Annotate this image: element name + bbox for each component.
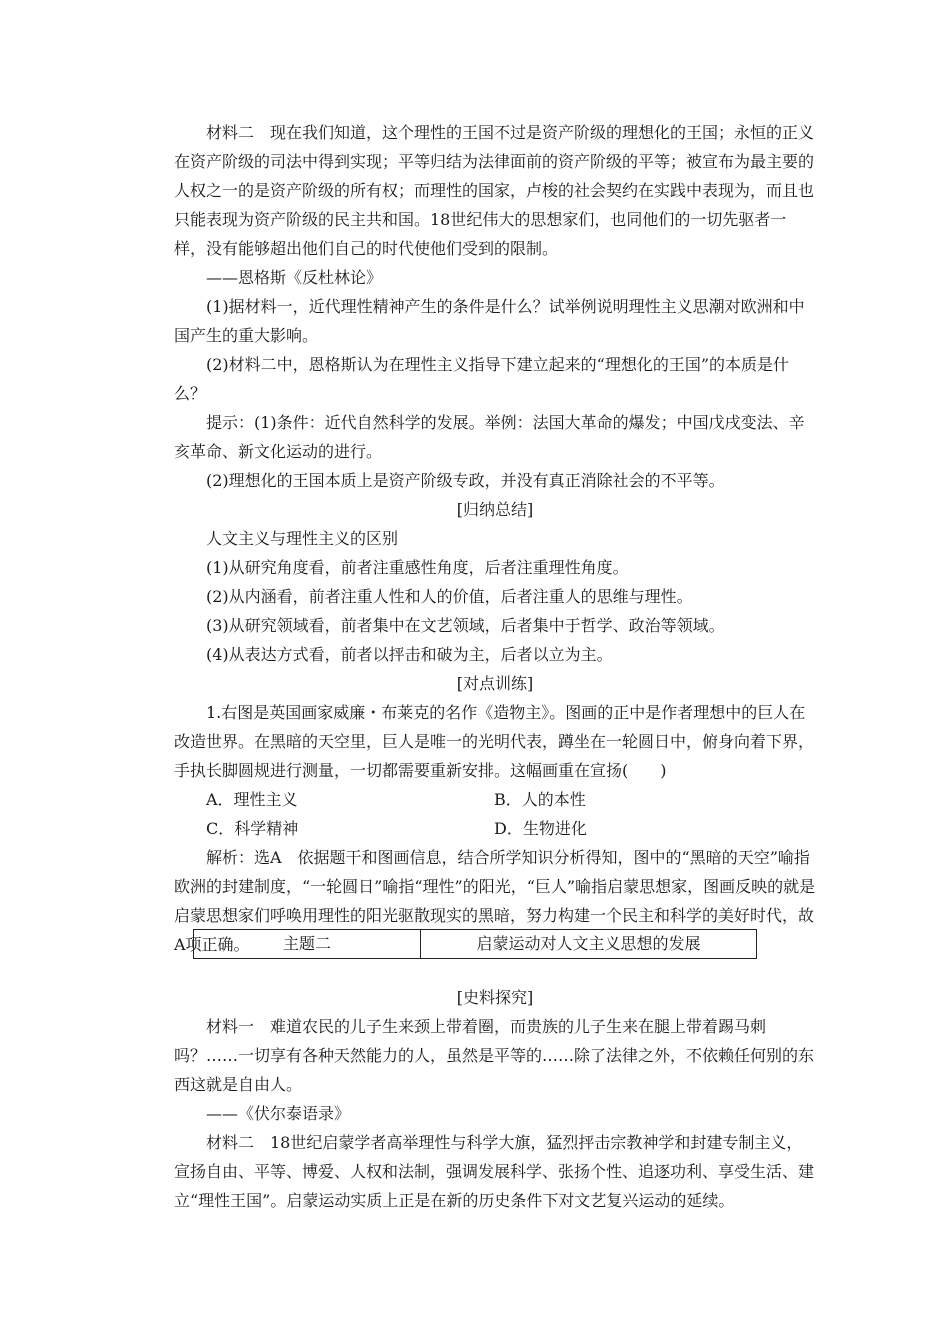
topic-title: 启蒙运动对人文主义思想的发展 [476,934,701,953]
option-b: B．人的本性 [494,790,586,809]
hint-two: (2)理想化的王国本质上是资产阶级专政，并没有真正消除社会的不平等。 [206,471,725,490]
upper-section [174,118,816,959]
question-stem: 1.右图是英国画家威廉・布莱克的名作《造物主》。图画的正中是作者理想中的巨人在改造世界。在黑暗的天空里，巨人是唯一的光明代表，蹲坐在一轮圆日中，俯身向着下界，手执长脚圆规进行测量，一切都需要重新安排。这幅画重在宣扬( ) [174,703,815,780]
option-d: D．生物进化 [494,819,587,838]
topic-table [193,929,757,959]
option-a: A．理性主义 [206,790,298,809]
summary-title: 人文主义与理性主义的区别 [206,529,399,548]
material-one-source: ——《伏尔泰语录》 [206,1104,351,1123]
summary-heading: [归纳总结] [456,500,534,519]
lower-section [174,983,816,1215]
summary-item: (1)从研究角度看，前者注重感性角度，后者注重理性角度。 [206,558,629,577]
options-row-1 [174,785,816,814]
inquiry-heading: [史料探究] [456,988,534,1007]
option-c: C．科学精神 [206,819,299,838]
material-one-paragraph: 材料一 难道农民的儿子生来颈上带着圈，而贵族的儿子生来在腿上带着踢马刺吗？……一切享有各种天然能力的人，虽然是平等的……除了法律之外，不依赖任何别的东西这就是自由人。 [174,1017,815,1094]
material-two-paragraph-lower: 材料二 18世纪启蒙学者高举理性与科学大旗，猛烈抨击宗教神学和封建专制主义，宣扬自由、平等、博爱、人权和法制，强调发展科学、张扬个性、追逐功利、享受生活、建立“理性王国”。启蒙运动实质上正是在新的历史条件下对文艺复兴运动的延续。 [174,1133,815,1210]
summary-item: (3)从研究领域看，前者集中在文艺领域，后者集中于哲学、政治等领域。 [206,616,725,635]
material-two-paragraph: 材料二 现在我们知道，这个理性的王国不过是资产阶级的理想化的王国；永恒的正义在资产阶级的司法中得到实现；平等归结为法律面前的资产阶级的平等；被宣布为最主要的人权之一的是资产阶级的所有权；而理性的国家，卢梭的社会契约在实践中表现为，而且也只能表现为资产阶级的民主共和国。18世纪伟大的思想家们，也同他们的一切先驱者一样，没有能够超出他们自己的时代使他们受到的限制。 [174,123,815,258]
summary-item: (2)从内涵看，前者注重人性和人的价值，后者注重人的思维与理性。 [206,587,693,606]
topic-label: 主题二 [194,930,421,958]
training-heading: [对点训练] [456,674,534,693]
options-row-2 [174,814,816,843]
question-two: (2)材料二中，恩格斯认为在理性主义指导下建立起来的“理想化的王国”的本质是什么？ [174,355,790,403]
material-two-source: ——恩格斯《反杜林论》 [206,268,383,287]
summary-item: (4)从表达方式看，前者以抨击和破为主，后者以立为主。 [206,645,613,664]
question-one: (1)据材料一，近代理性精神产生的条件是什么？试举例说明理性主义思潮对欧洲和中国产生的重大影响。 [174,297,805,345]
analysis-paragraph: 解析：选A 依据题干和图画信息，结合所学知识分析得知，图中的“黑暗的天空”喻指欧洲的封建制度，“一轮圆日”喻指“理性”的阳光，“巨人”喻指启蒙思想家，图画反映的就是启蒙思想家们呼唤用理性的阳光驱散现实的黑暗，努力构建一个民主和科学的美好时代，故A项正确。 [174,848,816,954]
hint-one: 提示：(1)条件：近代自然科学的发展。举例：法国大革命的爆发；中国戊戌变法、辛亥革命、新文化运动的进行。 [174,413,805,461]
